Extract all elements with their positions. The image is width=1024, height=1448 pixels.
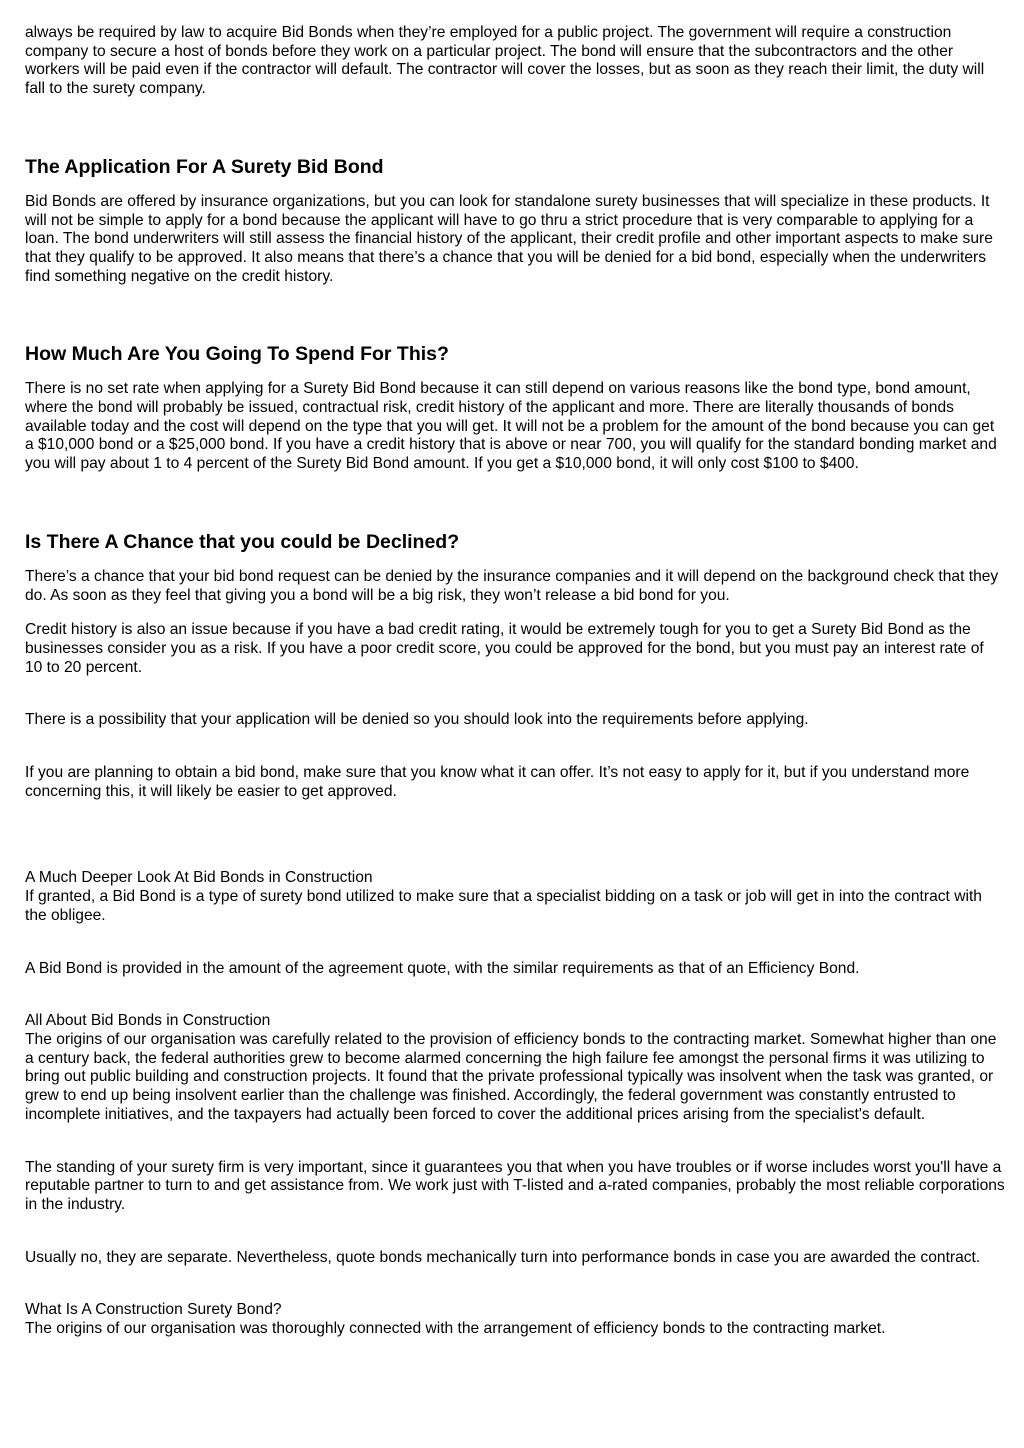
document-page	[25, 24, 1005, 1339]
heading-cost: How Much Are You Going To Spend For This?	[25, 343, 449, 366]
paragraph-standing: The standing of your surety firm is very important, since it guarantees you that when you have troubles or if worse includes worst you'll have a reputable partner to turn to and get assistance from. We work just with T-listed and a-rated companies, probably the most reliable corporations in the industry.	[25, 1158, 1005, 1213]
paragraph-origins-2: The origins of our organisation was thoroughly connected with the arrangement of efficiency bonds to the contracting market.	[25, 1320, 886, 1338]
paragraph-declined-2: Credit history is also an issue because if you have a bad credit rating, it would be extremely tough for you to get a Surety Bid Bond as the businesses consider you as a risk. If you have a poor credit score, you could be approved for the bond, but you must pay an interest rate of 10 to 20 percent.	[25, 621, 984, 676]
heading-application: The Application For A Surety Bid Bond	[25, 155, 384, 178]
paragraph-declined-4: If you are planning to obtain a bid bond, make sure that you know what it can offer. It’s not easy to apply for it, but if you understand more concerning this, it will likely be easier to get approved.	[25, 764, 970, 800]
paragraph-declined-1: There’s a chance that your bid bond request can be denied by the insurance companies and it will depend on the background check that they do. As soon as they feel that giving you a bond will be a big risk, they won’t release a bid bond for you.	[25, 567, 999, 604]
paragraph-declined-3: There is a possibility that your application will be denied so you should look into the requirements before applying.	[25, 711, 809, 729]
paragraph-origins: The origins of our organisation was carefully related to the provision of efficiency bonds to the contracting market. Somewhat higher than one a century back, the federal authorities grew to become alarmed concerning the high failure fee amongst the personal firms it was utilizing to bring out public building and construction projects. It found that the private professional typically was insolvent when the task was granted, or grew to end up being insolvent earlier than the challenge was finished. Accordingly, the federal government was constantly entrusted to incomplete initiatives, and the taxpayers had actually been forced to cover the additional prices arising from the specialist's default.	[25, 1030, 997, 1123]
heading-declined: Is There A Chance that you could be Declined?	[25, 530, 460, 553]
paragraph-bid-amount: A Bid Bond is provided in the amount of the agreement quote, with the similar requirements as that of an Efficiency Bond.	[25, 959, 860, 977]
paragraph-cost: There is no set rate when applying for a Surety Bid Bond because it can still depend on various reasons like the bond type, bond amount, where the bond will probably be issued, contractual risk, credit history of the applicant and more. There are literally thousands of bonds available today and the cost will depend on the type that you will get. It will not be a problem for the amount of the bond because you can get a $10,000 bond or a $25,000 bond. If you have a credit history that is above or near 700, you will qualify for the standard bonding market and you will pay about 1 to 4 percent of the Surety Bid Bond amount. If you get a $10,000 bond, it will only cost $100 to $400.	[25, 380, 997, 473]
subheading-deeper-look: A Much Deeper Look At Bid Bonds in Construction	[25, 869, 373, 887]
paragraph-intro: always be required by law to acquire Bid Bonds when they’re employed for a public project. The government will require a construction company to secure a host of bonds before they work on a particular project. The bond will ensure that the subcontractors and the other workers will be paid even if the contractor will default. The contractor will cover the losses, but as soon as they reach their limit, the duty will fall to the surety company.	[25, 24, 985, 98]
paragraph-deeper-look: If granted, a Bid Bond is a type of surety bond utilized to make sure that a specialist bidding on a task or job will get in into the contract with the obligee.	[25, 888, 982, 924]
subheading-all-about: All About Bid Bonds in Construction	[25, 1012, 271, 1030]
paragraph-application: Bid Bonds are offered by insurance organizations, but you can look for standalone surety businesses that will specialize in these products. It will not be simple to apply for a bond because the applicant will have to go thru a strict procedure that is very comparable to applying for a loan. The bond underwriters will still assess the financial history of the applicant, their credit profile and other important aspects to make sure that they qualify to be approved. It also means that there’s a chance that you will be denied for a bid bond, especially when the underwriters find something negative on the credit history.	[25, 192, 993, 285]
paragraph-separate: Usually no, they are separate. Nevertheless, quote bonds mechanically turn into performance bonds in case you are awarded the contract.	[25, 1248, 981, 1266]
subheading-surety-bond: What Is A Construction Surety Bond?	[25, 1301, 282, 1319]
